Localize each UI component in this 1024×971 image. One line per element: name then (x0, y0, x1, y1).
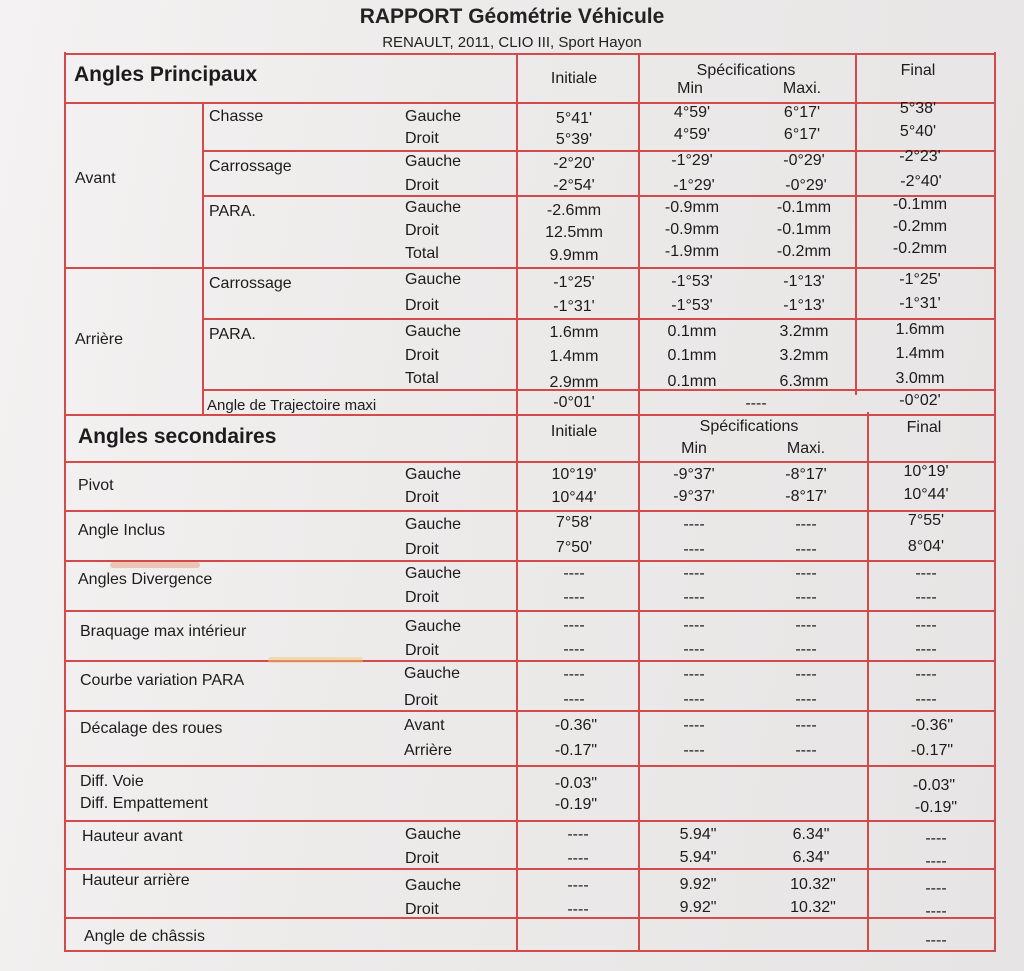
row-side: Gauche (405, 565, 462, 582)
cell-final: 3.0mm (895, 370, 945, 387)
cell-min: -1°29' (671, 152, 713, 169)
cell-min: ---- (683, 717, 705, 734)
cell-max: ---- (795, 641, 817, 658)
row-side: Droit (405, 489, 439, 506)
section-title-secondaires: Angles secondaires (78, 425, 277, 448)
row-side: Droit (405, 901, 439, 918)
cell-min: ---- (683, 691, 705, 708)
cell-max: 6°17' (783, 104, 821, 121)
row-side: Droit (405, 222, 439, 239)
row-side: Droit (405, 177, 439, 194)
col-header-initiale-2: Initiale (550, 423, 598, 440)
cell-min: 4°59' (673, 104, 711, 121)
cell-final: ---- (915, 666, 937, 683)
cell-final: 1.6mm (895, 321, 945, 338)
cell-initiale: 9.9mm (549, 247, 599, 264)
cell-max: ---- (795, 516, 817, 533)
row-side: Droit (405, 589, 439, 606)
col-header-maxi-2: Maxi. (786, 440, 826, 457)
cell-final: -0.36" (910, 717, 954, 734)
cell-final: ---- (915, 641, 937, 658)
row-side: Gauche (405, 199, 462, 216)
cell-min: -1°53' (671, 273, 713, 290)
group-label-arriere: Arrière (75, 331, 124, 348)
cell-initiale: ---- (563, 617, 585, 634)
row-side: Gauche (405, 466, 462, 483)
cell-final: ---- (915, 589, 937, 606)
cell-initiale: 5°41' (555, 110, 593, 127)
cell-min: -9°37' (673, 488, 715, 505)
cell-min: 9.92" (679, 876, 717, 893)
cell-max: 3.2mm (779, 347, 829, 364)
cell-max: -0.1mm (776, 199, 832, 216)
cell-max: 6.34" (792, 849, 830, 866)
row-label: Diff. Voie (80, 773, 144, 790)
cell-initiale: 10°44' (551, 489, 597, 506)
cell-initiale: -2.6mm (546, 202, 602, 219)
ink-stain (110, 562, 200, 568)
row-label: PARA. (209, 326, 256, 343)
col-header-specifications: Spécifications (696, 62, 796, 79)
row-label: Angle de Trajectoire maxi (207, 397, 377, 414)
cell-final: 8°04' (907, 538, 945, 555)
row-label: Courbe variation PARA (80, 672, 245, 689)
cell-initiale: 2.9mm (549, 374, 599, 391)
cell-max: -8°17' (785, 466, 827, 483)
row-side: Arrière (404, 742, 453, 759)
group-label-avant: Avant (75, 170, 116, 187)
cell-final: ---- (925, 903, 947, 920)
cell-initiale: -1°31' (553, 298, 595, 315)
cell-final: -0.1mm (892, 196, 948, 213)
cell-initiale: -2°20' (553, 155, 595, 172)
ink-stain (268, 657, 363, 663)
col-header-maxi: Maxi. (782, 80, 822, 97)
cell-max: -1°13' (783, 297, 825, 314)
row-label: Hauteur avant (82, 828, 183, 845)
cell-min: -1.9mm (664, 243, 720, 260)
cell-initiale: 1.4mm (549, 348, 599, 365)
row-side: Gauche (405, 826, 462, 843)
row-label: Carrossage (209, 158, 292, 175)
cell-initiale: ---- (563, 565, 585, 582)
cell-max: -1°13' (783, 273, 825, 290)
cell-final: ---- (925, 880, 947, 897)
cell-initiale: ---- (563, 589, 585, 606)
cell-max: 6°17' (783, 126, 821, 143)
cell-min: 4°59' (673, 126, 711, 143)
row-label: PARA. (209, 203, 256, 220)
col-header-initiale: Initiale (550, 70, 598, 87)
row-side: Gauche (405, 271, 462, 288)
report-title: RAPPORT Géométrie Véhicule (359, 5, 665, 28)
cell-max: 3.2mm (779, 323, 829, 340)
cell-initiale: -2°54' (553, 177, 595, 194)
cell-final: ---- (925, 830, 947, 847)
cell-max: ---- (795, 617, 817, 634)
cell-max: 10.32" (790, 899, 836, 916)
row-side: Droit (404, 692, 438, 709)
cell-initiale: 7°50' (555, 539, 593, 556)
cell-max: ---- (795, 691, 817, 708)
cell-final: -2°23' (899, 148, 941, 165)
cell-final: -0.03" (912, 777, 956, 794)
row-side: Droit (405, 347, 439, 364)
row-side: Droit (405, 541, 439, 558)
cell-max: ---- (795, 666, 817, 683)
col-header-specifications-2: Spécifications (699, 418, 799, 435)
cell-max: ---- (795, 541, 817, 558)
cell-initiale: 7°58' (555, 514, 593, 531)
row-side: Droit (405, 297, 439, 314)
cell-initiale: ---- (567, 901, 589, 918)
cell-min: -1°53' (671, 297, 713, 314)
cell-min: ---- (683, 742, 705, 759)
cell-spec: ---- (745, 395, 767, 412)
cell-min: -0.9mm (664, 199, 720, 216)
cell-initiale: -0.17" (554, 742, 598, 759)
cell-final: ---- (915, 565, 937, 582)
cell-final: ---- (925, 932, 947, 949)
cell-max: ---- (795, 565, 817, 582)
cell-final: 10°44' (903, 486, 949, 503)
cell-min: ---- (683, 641, 705, 658)
cell-min: -1°29' (673, 177, 715, 194)
row-side: Droit (405, 850, 439, 867)
row-side: Gauche (405, 153, 462, 170)
section-title-principaux: Angles Principaux (74, 63, 258, 86)
row-side: Gauche (405, 877, 462, 894)
cell-min: ---- (683, 589, 705, 606)
cell-final: -0.2mm (892, 218, 948, 235)
row-side: Droit (405, 642, 439, 659)
cell-max: 6.34" (792, 826, 830, 843)
row-side: Gauche (405, 516, 462, 533)
cell-final: 5°38' (899, 100, 937, 117)
cell-final: ---- (915, 617, 937, 634)
row-side: Avant (404, 717, 445, 734)
cell-min: ---- (683, 617, 705, 634)
cell-initiale: 12.5mm (545, 224, 603, 241)
cell-initiale: ---- (563, 691, 585, 708)
row-label: Chasse (209, 108, 264, 125)
col-header-final-2: Final (906, 419, 942, 436)
cell-final: ---- (915, 691, 937, 708)
cell-min: ---- (683, 541, 705, 558)
cell-final: -1°31' (899, 295, 941, 312)
cell-min: ---- (683, 666, 705, 683)
cell-initiale: ---- (567, 850, 589, 867)
cell-max: -0.1mm (776, 221, 832, 238)
cell-max: 6.3mm (779, 373, 829, 390)
cell-max: 10.32" (790, 876, 836, 893)
cell-min: 9.92" (679, 899, 717, 916)
cell-final: -0.17" (910, 742, 954, 759)
cell-max: -8°17' (785, 488, 827, 505)
row-label: Angle de châssis (84, 928, 205, 945)
cell-initiale: ---- (567, 826, 589, 843)
cell-min: 0.1mm (667, 323, 717, 340)
row-side: Gauche (404, 665, 461, 682)
row-label: Décalage des roues (80, 720, 223, 737)
cell-max: -0.2mm (776, 243, 832, 260)
cell-initiale: ---- (567, 877, 589, 894)
row-side: Total (405, 370, 439, 387)
cell-min: ---- (683, 516, 705, 533)
cell-min: 5.94" (679, 849, 717, 866)
cell-min: 0.1mm (667, 347, 717, 364)
cell-initiale: 10°19' (551, 466, 597, 483)
cell-initiale: 1.6mm (549, 324, 599, 341)
cell-final: 1.4mm (895, 345, 945, 362)
cell-max: ---- (795, 742, 817, 759)
cell-initiale: -1°25' (553, 274, 595, 291)
row-side: Total (405, 245, 439, 262)
row-label: Hauteur arrière (82, 872, 190, 889)
cell-final: 10°19' (903, 463, 949, 480)
row-label: Pivot (78, 477, 114, 494)
row-label: Diff. Empattement (80, 795, 208, 812)
cell-final: -1°25' (899, 271, 941, 288)
row-label: Braquage max intérieur (80, 623, 247, 640)
cell-initiale: ---- (563, 666, 585, 683)
cell-initiale: ---- (563, 641, 585, 658)
cell-min: ---- (683, 565, 705, 582)
row-side: Gauche (405, 108, 462, 125)
col-header-min: Min (677, 80, 703, 97)
cell-max: -0°29' (785, 177, 827, 194)
cell-final: 5°40' (899, 123, 937, 140)
cell-final: -0.2mm (892, 240, 948, 257)
cell-min: 5.94" (679, 826, 717, 843)
cell-max: ---- (795, 717, 817, 734)
cell-final: -0.19" (914, 799, 958, 816)
cell-initiale: -0.36" (554, 717, 598, 734)
cell-min: 0.1mm (667, 373, 717, 390)
cell-final: -0°02' (899, 392, 941, 409)
row-side: Droit (405, 130, 439, 147)
cell-initiale: -0.19" (554, 796, 598, 813)
cell-initiale: -0.03" (554, 775, 598, 792)
cell-final: -2°40' (900, 173, 942, 190)
cell-min: -0.9mm (664, 221, 720, 238)
row-label: Carrossage (209, 275, 292, 292)
cell-max: -0°29' (783, 152, 825, 169)
row-label: Angles Divergence (78, 571, 213, 588)
cell-final: 7°55' (907, 512, 945, 529)
col-header-min-2: Min (681, 440, 707, 457)
cell-max: ---- (795, 589, 817, 606)
cell-min: -9°37' (673, 466, 715, 483)
report-subtitle: RENAULT, 2011, CLIO III, Sport Hayon (382, 34, 642, 51)
col-header-final: Final (900, 62, 936, 79)
cell-final: ---- (925, 853, 947, 870)
row-side: Gauche (405, 618, 462, 635)
cell-initiale: 5°39' (555, 131, 593, 148)
cell-initiale: -0°01' (553, 394, 595, 411)
row-side: Gauche (405, 323, 462, 340)
row-label: Angle Inclus (78, 522, 166, 539)
